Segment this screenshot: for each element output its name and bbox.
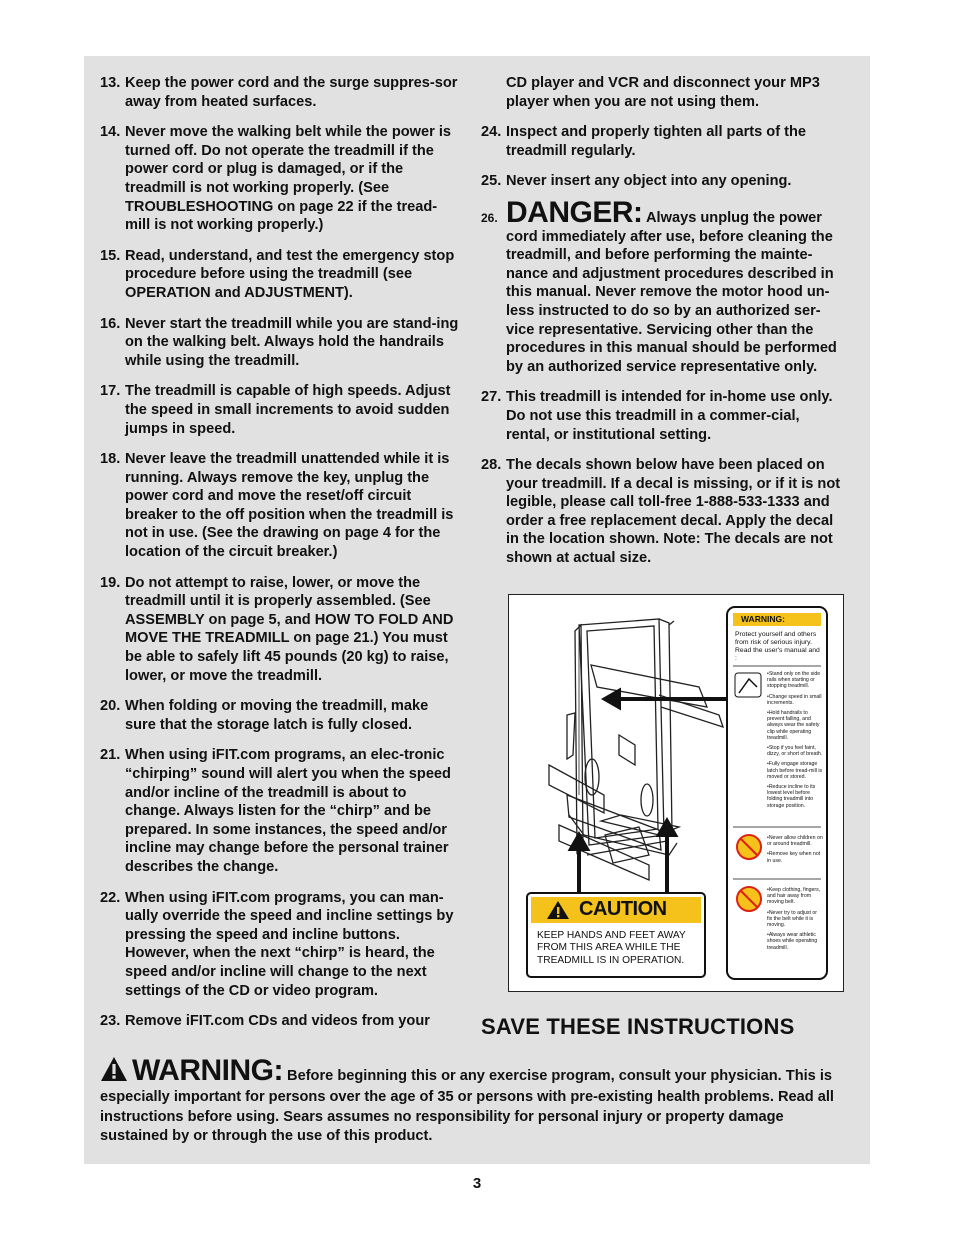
left-column: [100, 74, 462, 1043]
list-item: [100, 382, 462, 438]
warning-decal-item: •Keep clothing, fingers, and hair away from moving belt.: [767, 887, 821, 906]
bottom-warning: [100, 1056, 852, 1147]
item-text: Never leave the treadmill unattended while it is running. Always remove the key, unplug the power cord and move the reset/off circuit breaker to the off position when the treadmill is not in use. (See the drawing on page 4 for the location of the circuit breaker.): [125, 451, 454, 561]
list-item: [100, 746, 462, 876]
item-number: 20.: [100, 698, 121, 715]
item-text: Read, understand, and test the emergency stop procedure before using the treadmill (see OPERATION and ADJUSTMENT).: [125, 247, 455, 301]
warning-decal-item: •Fully engage storage latch before tread-mill is moved or stored.: [767, 761, 823, 780]
item-number: 14.: [100, 124, 121, 141]
item-text: Never start the treadmill while you are stand-ing on the walking belt. Always hold the handrails while using the treadmill.: [125, 315, 459, 369]
list-item: [481, 123, 847, 160]
warning-decal-list-2: [767, 835, 823, 864]
save-instructions-heading: SAVE THESE INSTRUCTIONS: [481, 1014, 795, 1039]
item-number: 22.: [100, 889, 121, 906]
warning-heading: WARNING:: [132, 1054, 283, 1087]
warning-decal-item: •Hold handrails to prevent falling, and always wear the safety clip while operating treadmill.: [767, 710, 820, 741]
warning-decal-list-3: [767, 887, 823, 951]
warning-decal-list-1: [767, 671, 823, 809]
item-number: 15.: [100, 247, 121, 264]
caution-line: TREADMILL IS IN OPERATION.: [537, 954, 685, 966]
warning-decal-item: •Always wear athletic shoes while operating treadmill.: [767, 932, 818, 951]
item-number: 24.: [481, 124, 502, 141]
item-text: Keep the power cord and the surge suppres-sor away from heated surfaces.: [125, 75, 458, 110]
list-item: [481, 172, 847, 191]
item-number: 25.: [481, 173, 502, 190]
item-text: When using iFIT.com programs, you can man-ually override the speed and incline settings by pressing the speed and incline buttons. However, when the next “chirp” is heard, the speed and/or incline will change to the next settings of the CD or video program.: [125, 889, 454, 999]
item-number: 13.: [100, 75, 121, 91]
arrow-to-warning: [605, 691, 727, 707]
item-text: Remove iFIT.com CDs and videos from your: [125, 1013, 430, 1030]
list-item: [100, 889, 462, 1001]
item-text: Do not attempt to raise, lower, or move the treadmill until it is properly assembled. (See ASSEMBLY on page 5, and HOW TO FOLD AND MOVE THE TREADMILL on page 21.) You must be able to safely lift 45 pounds (20 kg) to raise, lower, or move the treadmill.: [125, 574, 454, 684]
item-text: Never insert any object into any opening.: [506, 173, 792, 190]
danger-heading: DANGER:: [506, 195, 643, 229]
item-text: When using iFIT.com programs, an elec-tronic “chirping” sound will alert you when the speed and/or incline of the treadmill is about to change. Always listen for the “chirp” and be prepared. In some instances, the speed and/or incline may change before the personal trainer describes the change.: [125, 747, 451, 875]
item-text: [506, 195, 847, 376]
list-item: [100, 574, 462, 686]
warning-decal-item: •Reduce incline to its lowest level before folding treadmill into storage position.: [767, 784, 816, 809]
warning-decal-intro: Protect yourself and others from risk of serious injury. Read the user's manual and :: [735, 631, 820, 662]
list-item: [481, 456, 847, 568]
warning-text: Before beginning this or any exercise program, consult your physician. This is especially important for persons over the age of 35 or persons with pre-existing health problems. Read all instructions before using. Sears assumes no responsibility for personal injury or property damage sustained by or through the use of this product.: [100, 1068, 834, 1145]
list-item: [100, 1012, 462, 1031]
caution-line: KEEP HANDS AND FEET AWAY: [537, 930, 686, 941]
danger-text: Always unplug the power cord immediately after use, before cleaning the treadmill, and before performing the mainte-nance and adjustment procedures described in this manual. Never remove the motor hood un-less instructed to do so by an authorized ser-vice representative. Servicing other than the procedures in this manual should be performed by an authorized service representative only.: [506, 209, 837, 375]
warning-decal-item: •Never try to adjust or fix the belt while it is moving.: [767, 909, 817, 929]
caution-title: CAUTION: [579, 898, 667, 920]
warning-decal-item: •Change speed in small increments.: [767, 693, 822, 706]
warning-triangle-icon: [100, 1056, 128, 1088]
decal-illustration: [508, 594, 844, 992]
item-text: This treadmill is intended for in-home use only. Do not use this treadmill in a commer-cial, rental, or institutional setting.: [506, 389, 833, 443]
right-column: [481, 74, 847, 580]
item-text: The treadmill is capable of high speeds. Adjust the speed in small increments to avoid sudden jumps in speed.: [125, 383, 451, 437]
item-number: 16.: [100, 315, 121, 332]
item-continuation: CD player and VCR and disconnect your MP3 player when you are not using them.: [506, 75, 820, 110]
item-number: 18.: [100, 451, 121, 468]
item-number: 19.: [100, 574, 121, 591]
arrow-to-caution-2: [659, 821, 675, 895]
item-number: 26.: [481, 210, 498, 225]
page-number: 3: [472, 1175, 482, 1192]
list-item: [100, 247, 462, 303]
list-item: [100, 315, 462, 371]
item-number: 17.: [100, 383, 121, 400]
list-item: [100, 123, 462, 235]
item-number: 23.: [100, 1013, 121, 1030]
warning-decal-item: •Stand only on the side rails when starting or stopping treadmill.: [767, 671, 821, 690]
list-item: [100, 697, 462, 734]
list-item: [100, 74, 462, 111]
caution-text: [537, 930, 686, 967]
item-text: Inspect and properly tighten all parts of the treadmill regularly.: [506, 124, 807, 159]
warning-decal-item: •Remove key when not in use.: [767, 851, 821, 864]
warning-decal-item: •Stop if you feel faint, dizzy, or short of breath.: [767, 745, 823, 758]
caution-line: FROM THIS AREA WHILE THE: [537, 942, 681, 954]
item-text: The decals shown below have been placed on your treadmill. If a decal is missing, or if it is not legible, please call toll-free 1-888-533-1333 and order a free replacement decal. Apply the decal in the location shown. Note: The decals are not shown at actual size.: [506, 457, 841, 567]
warning-decal-item: •Never allow children on or around treadmill.: [767, 835, 823, 848]
danger-item: [481, 195, 847, 376]
item-text: When folding or moving the treadmill, make sure that the storage latch is fully closed.: [125, 698, 429, 733]
item-number: 27.: [481, 389, 502, 406]
item-number: 21.: [100, 747, 121, 764]
arrow-to-caution-1: [571, 835, 587, 895]
item-number: 28.: [481, 457, 502, 474]
list-item: [481, 388, 847, 444]
list-item: [100, 450, 462, 562]
item-text: Never move the walking belt while the power is turned off. Do not operate the treadmill if the power cord or plug is damaged, or if the treadmill is not working properly. (See TROUBLESHOOTING on page 22 if the tread-mill is not working properly.): [125, 124, 452, 234]
warning-decal-title: WARNING:: [741, 614, 785, 624]
